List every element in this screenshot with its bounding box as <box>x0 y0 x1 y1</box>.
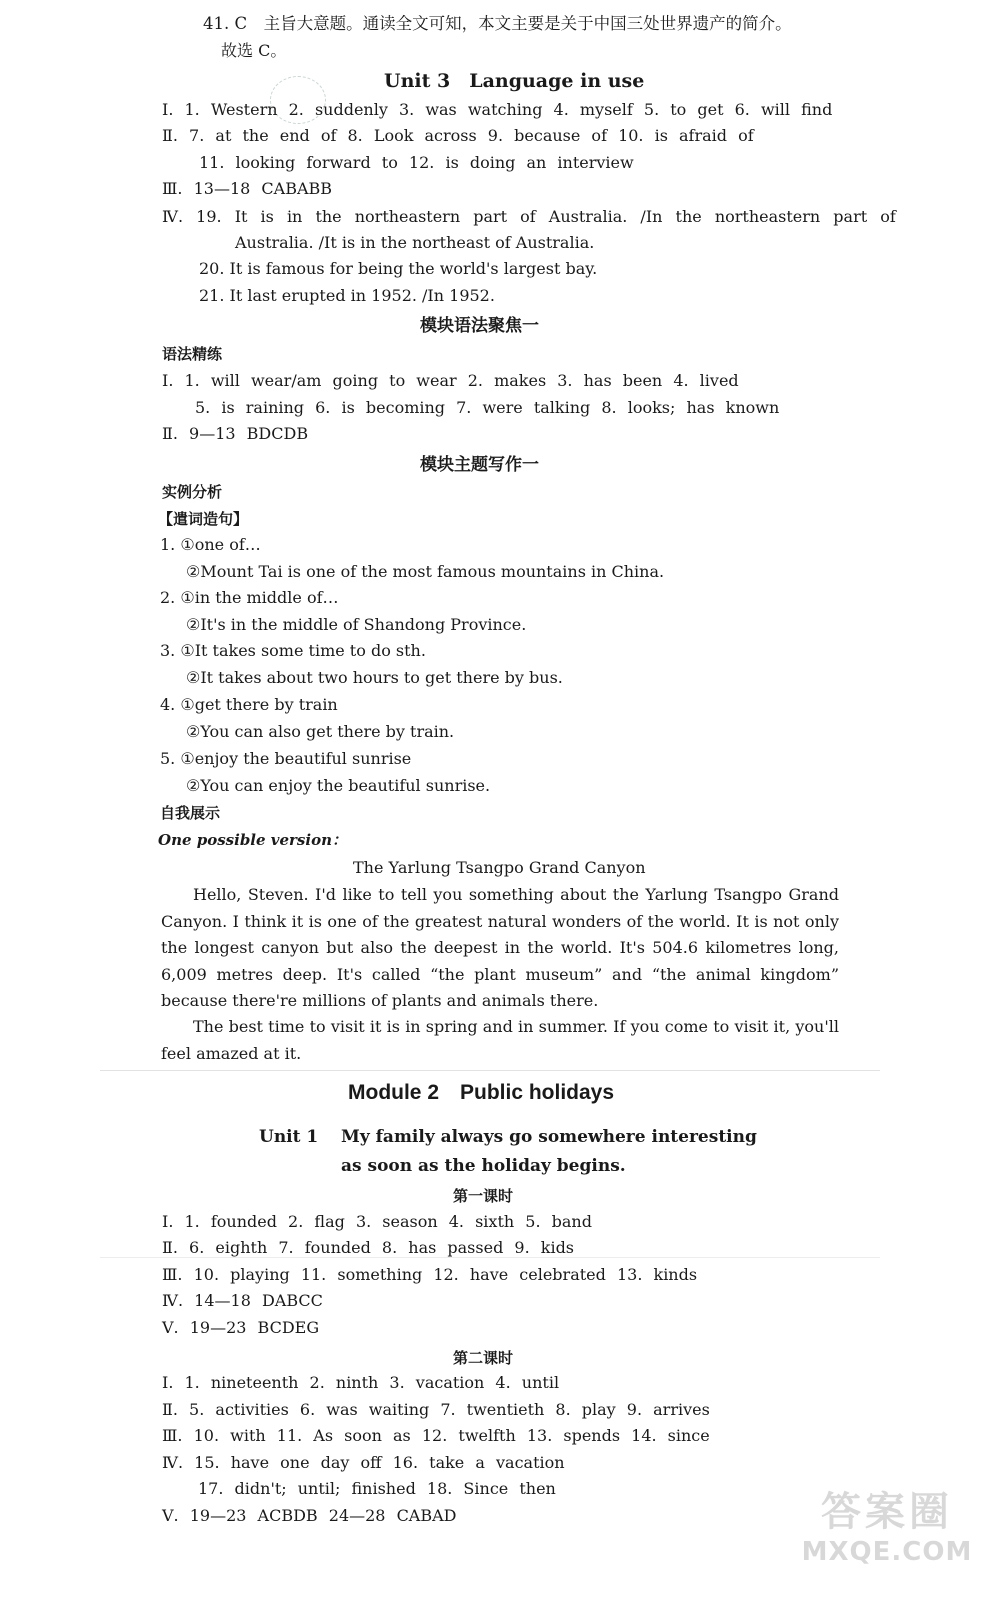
lesson2-line: Ⅴ. 19—23 ACBDB 24—28 CABAD <box>162 1506 457 1525</box>
unit3-line: 21. It last erupted in 1952. /In 1952. <box>199 286 495 305</box>
lesson2-line: Ⅱ. 5. activities 6. was waiting 7. twentieth 8. play 9. arrives <box>162 1400 710 1419</box>
writing-subheading: 实例分析 <box>162 483 223 501</box>
grammar-line: Ⅱ. 9—13 BDCDB <box>162 424 309 443</box>
writing-heading: 模块主题写作一 <box>420 455 539 475</box>
watermark-logo-text: 答案圈 <box>821 1489 953 1535</box>
lesson2-line: Ⅳ. 15. have one day off 16. take a vacation <box>162 1453 565 1472</box>
lesson1-line: Ⅴ. 19—23 BCDEG <box>162 1318 320 1337</box>
lesson1-line: Ⅰ. 1. founded 2. flag 3. season 4. sixth 5. band <box>162 1212 592 1231</box>
phrase-item: 3. ①It takes some time to do sth. <box>160 641 426 660</box>
grammar-heading: 模块语法聚焦一 <box>420 316 539 336</box>
essay-title: The Yarlung Tsangpo Grand Canyon <box>353 858 646 877</box>
site-watermark <box>792 1480 982 1590</box>
lesson1-line: Ⅳ. 14—18 DABCC <box>162 1291 323 1310</box>
lesson2-line: Ⅲ. 10. with 11. As soon as 12. twelfth 13. spends 14. since <box>162 1426 710 1445</box>
writing-subheading: 自我展示 <box>160 804 221 822</box>
unit3-line: Ⅰ. 1. Western 2. suddenly 3. was watching 4. myself 5. to get 6. will find <box>162 100 833 119</box>
grammar-subheading: 语法精练 <box>162 345 223 363</box>
writing-subheading: 【遣词造句】 <box>158 510 249 528</box>
unit3-line: 20. It is famous for being the world's largest bay. <box>199 259 598 278</box>
phrase-item: 4. ①get there by train <box>160 695 338 714</box>
section-divider <box>100 1070 880 1071</box>
sentence-item: ②You can enjoy the beautiful sunrise. <box>186 776 491 795</box>
unit-title: My family always go somewhere interesting <box>341 1127 757 1147</box>
q41-conclusion: 故选 C。 <box>221 41 287 60</box>
grammar-line: Ⅰ. 1. will wear/am going to wear 2. makes 3. has been 4. lived <box>162 371 739 390</box>
version-label: One possible version： <box>158 831 347 849</box>
phrase-item: 1. ①one of… <box>160 535 261 554</box>
sentence-item: ②It takes about two hours to get there by bus. <box>186 668 563 687</box>
watermark-url: MXQE.COM <box>801 1537 973 1567</box>
sentence-item: ②You can also get there by train. <box>186 722 455 741</box>
grammar-line: 5. is raining 6. is becoming 7. were talking 8. looks; has known <box>195 398 780 417</box>
lesson1-line: Ⅲ. 10. playing 11. something 12. have celebrated 13. kinds <box>162 1265 698 1284</box>
sentence-item: ②It's in the middle of Shandong Province. <box>186 615 527 634</box>
unit-title: as soon as the holiday begins. <box>341 1156 626 1176</box>
unit3-line: Ⅲ. 13—18 CABABB <box>162 179 333 198</box>
q41-explanation: 41. C 主旨大意题。通读全文可知，本文主要是关于中国三处世界遗产的简介。 <box>203 14 792 33</box>
lesson1-line: Ⅱ. 6. eighth 7. founded 8. has passed 9. kids <box>162 1238 575 1257</box>
essay-paragraph: Hello, Steven. I'd like to tell you something about the Yarlung Tsangpo Grand Canyon. I think it is one of the greatest natural wonders of the world. It is not only the longest canyon but also the deepest in the world. It's 504.6 kilometres long, 6,009 metres deep. It's called “the plant museum” and “the animal kingdom” because there're millions of plants and animals there. <box>161 885 839 1010</box>
unit3-heading: Unit 3 Language in use <box>384 70 645 92</box>
essay-paragraph: The best time to visit it is in spring and in summer. If you come to visit it, you'll feel amazed at it. <box>161 1017 839 1063</box>
lesson-heading: 第二课时 <box>453 1349 514 1367</box>
unit3-line: Ⅱ. 7. at the end of 8. Look across 9. because of 10. is afraid of <box>162 126 754 145</box>
unit3-line: 11. looking forward to 12. is doing an interview <box>199 153 634 172</box>
unit3-line: Ⅳ. 19. It is in the northeastern part of Australia. /In the northeastern part of <box>162 207 896 226</box>
phrase-item: 5. ①enjoy the beautiful sunrise <box>160 749 412 768</box>
scan-line <box>100 1257 880 1258</box>
lesson-heading: 第一课时 <box>453 1187 514 1205</box>
unit3-line: Australia. /It is in the northeast of Australia. <box>235 233 595 252</box>
lesson2-line: Ⅰ. 1. nineteenth 2. ninth 3. vacation 4. until <box>162 1373 560 1392</box>
sentence-item: ②Mount Tai is one of the most famous mountains in China. <box>186 562 665 581</box>
module-heading: Module 2 Public holidays <box>348 1081 615 1104</box>
lesson2-line: 17. didn't; until; finished 18. Since then <box>198 1479 556 1498</box>
phrase-item: 2. ①in the middle of… <box>160 588 339 607</box>
unit-label: Unit 1 <box>259 1127 319 1147</box>
